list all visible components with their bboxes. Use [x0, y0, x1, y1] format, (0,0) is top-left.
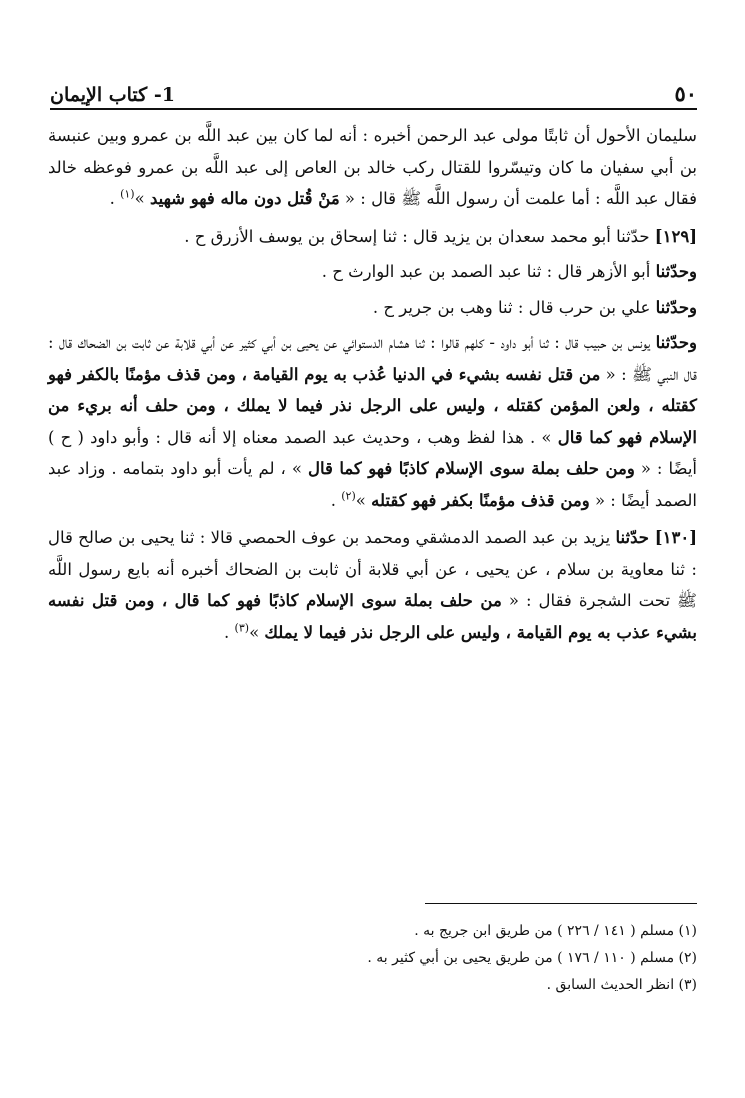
footnote-ref-2: (٢)	[341, 489, 356, 502]
footnote-ref-1: (١)	[120, 187, 135, 201]
hadith-130	[48, 522, 697, 648]
footnote-ref-3: (٣)	[234, 621, 250, 634]
chain-3-text: علي بن حرب قال : ثنا وهب بن جرير ح .	[372, 297, 656, 317]
chain-4-end: .	[330, 490, 342, 510]
chain-line-2	[48, 256, 697, 288]
hadith-130-c: »	[249, 622, 265, 642]
hadith-number-129: [١٢٩]	[654, 226, 697, 246]
header-rule	[50, 108, 697, 110]
footnote-3: (٣) انظر الحديث السابق .	[546, 977, 697, 993]
chain-2-text: أبو الأزهر قال : ثنا عبد الصمد بن عبد الوارث ح .	[321, 262, 656, 281]
page-number: ٥٠	[674, 81, 697, 106]
chain-4-lead: وحدّثنا	[655, 333, 697, 352]
footnotes	[48, 918, 697, 999]
p1-tail: »	[134, 189, 150, 208]
chain-4-c: » . هذا لفظ وهب ، وحديث عبد الصمد معناه إلا أنه قال : وأبو داود ( ح ) أيضًا : «	[48, 427, 698, 478]
p1-hadith-bold: مَنْ قُتل دون ماله فهو شهيد	[149, 189, 340, 208]
chain-4-matn-1: من قتل نفسه بشيء في الدنيا عُذب به يوم القيامة ، ومن قذف مؤمنًا بالكفر فهو كقتله ، ولعن المؤمن كقتله ، وليس على الرجل نذر فيما لا يملك ، ومن حلف أنه بريء من الإسلام فهو كما قال	[48, 364, 697, 447]
body-text	[48, 120, 697, 652]
hadith-130-lead: حدّثنا	[615, 528, 655, 547]
hadith-129-text: حدّثنا أبو محمد سعدان بن يزيد قال : ثنا إسحاق بن يوسف الأزرق ح .	[184, 226, 655, 246]
chain-3-lead: وحدّثنا	[655, 297, 697, 317]
hadith-130-end: .	[224, 622, 235, 642]
chain-4-e: »	[355, 490, 372, 510]
hadith-130-matn: من حلف بملة سوى الإسلام كاذبًا فهو كما قال ، ومن قتل نفسه بشيء عذب به يوم القيامة ، وليس على الرجل نذر فيما لا يملك	[48, 591, 697, 642]
hadith-130-a: يزيد بن عبد الصمد الدمشقي ومحمد بن عوف الحمصي قالا : ثنا يحيى بن صالح قال : ثنا معاوية بن سلام ، عن يحيى ، عن أبي قلابة أن ثابت بن الضحاك أخبره أنه بايع رسول اللَّه ﷺ تحت الشجرة فقال : «	[48, 528, 697, 610]
footnote-rule	[425, 903, 697, 904]
hadith-number-130: [١٣٠]	[654, 528, 697, 547]
paragraph-1	[48, 120, 697, 215]
hadith-129	[48, 221, 697, 253]
chain-4-matn-2: ومن حلف بملة سوى الإسلام كاذبًا فهو كما قال	[307, 459, 635, 478]
p1-text: سليمان الأحول أن ثابتًا مولى عبد الرحمن أخبره : أنه لما كان بين عبد اللَّه بن عمرو وبين عنبسة بن أبي سفيان ما كان وتيسّروا للقتال ركب خالد بن العاص إلى عبد اللَّه بن عمرو فوعظه خالد فقال عبد اللَّه : أما علمت أن رسول اللَّه ﷺ قال : «	[48, 126, 697, 208]
p1-end: .	[109, 189, 121, 208]
footnote-1: (١) مسلم ( ١٤١ / ٢٢٦ ) من طريق ابن جريج به .	[414, 923, 697, 939]
chain-4-matn-3: ومن قذف مؤمنًا بكفر فهو كقتله	[371, 490, 590, 510]
footnote-2: (٢) مسلم ( ١١٠ / ١٧٦ ) من طريق يحيى بن أبي كثير به .	[367, 950, 697, 966]
running-header	[50, 62, 697, 106]
chain-line-3	[48, 292, 697, 324]
chain-line-4	[48, 327, 697, 516]
chapter-title: 1- كتاب الإيمان	[50, 84, 175, 106]
chain-2-lead: وحدّثنا	[655, 262, 697, 281]
chain-4-a: يونس بن حبيب قال : ثنا أبو داود - كلهم قالوا : ثنا هشام الدستوائي عن يحيى بن أبي كثير عن أبي قلابة عن ثابت بن الضحاك قال : قال النبي ﷺ : «	[48, 333, 697, 384]
chain-4-d: » ، لم يأت أبو داود بتمامه . وزاد عبد الصمد أيضًا : «	[48, 459, 697, 510]
